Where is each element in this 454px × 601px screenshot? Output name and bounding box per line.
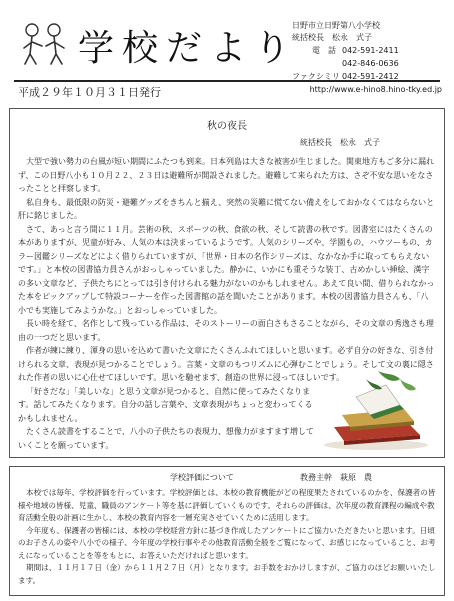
contact-row — [292, 84, 442, 96]
phone-number: 042-591-2411 — [342, 46, 399, 55]
principal-name: 統括校長 松永 式子 — [292, 33, 372, 42]
section-paragraph: 期間は、１１月１７日（金）から１１月２７日（月）となります。お手数をおかけしますが、ご協力のほどお願いいたします。 — [18, 563, 436, 585]
article-paragraph: 「好きだな」「美しいな」と思う文章が見つかると、自然に使ってみたくなります。話してみたくなります。自分の話し言葉や、文章表現がちょっと変わってくるかもしれません。 — [18, 386, 313, 423]
phone-number: 042-846-0636 — [342, 59, 399, 68]
stacked-books-illustration — [316, 365, 436, 451]
article-paragraph: 大型で強い勢力の台風が短い期間にふたつも到来。日本列島は大きな被害が生じました。関東地方もご多分に漏れず、この日野八小も１０月２２、２３日は避難所が開設されました。避難して来られた方は、さぞ不安な思いをなさったことと拝察します。 — [18, 157, 434, 193]
article-title: 秋の夜長 — [207, 121, 247, 132]
contact-row — [292, 58, 442, 70]
article-paragraph: 作者が練に練り、渾身の思いを込めて書いた文章にたくさんふれてほしいと思います。必ず自分の好きな、引き付けられる文章、表現が見つかることでしょう。言葉・文章のもつリズムに心弾むことでしょう。そして文の裏に隠された作者の思いに心仕せてほしいです。思いを馳せます、創造の世界に浸ってほしいです。 — [18, 346, 434, 382]
section-title: 学校評価について — [170, 473, 234, 482]
contact-label — [292, 58, 342, 70]
contact-label: 電 話 — [312, 46, 336, 55]
article-paragraph: たくさん読書をすることで、八小の子供たちの表現力、想像力がますます増していくことを願っています。 — [18, 427, 314, 450]
section-paragraph: 今年度も、保護者の皆様には、本校の学校経営方針に基づき作成したアンケートにご協力いただきたいと思います。日頃のお子さんの姿や八小での様子、今年度の学校行事やその他教育活動全般をご覧になって、お感じになっていること、お考えになっていることを等をもとに、お答えいただければと思います。 — [18, 525, 436, 560]
children-drawing-logo — [18, 18, 70, 68]
contact-label: ファクシミリ — [292, 72, 340, 81]
section-paragraph: 本校では毎年、学校評価を行っています。学校評価とは、本校の教育機能がどの程度果たされているのかを、保護者の皆様や地域の皆様、児童、職員のアンケート等を基に評価していくものです。それらの評価は、次年度の教育課程の編成や教育活動全般の計画に生かし、本校の教育内容を一層充実させていくために活用します。 — [18, 488, 436, 522]
section-author: 教務主幹 萩原 農 — [300, 473, 372, 482]
article-paragraph: 長い時を経て、名作として残っている作品は、そのストーリーの面白さもさることながら、その文章の秀逸さも理由の一つだと思います。 — [18, 319, 434, 342]
newsletter-header — [14, 14, 440, 102]
website-url: http://www.e-hino8.hino-tky.ed.jp — [309, 85, 442, 94]
school-info — [292, 20, 442, 96]
header-divider — [14, 80, 440, 82]
contact-label — [292, 84, 310, 96]
section-body — [18, 487, 436, 587]
article-paragraph: さて、あっと言う間に１１月。芸術の秋、スポーツの秋、食欲の秋、そして読書の秋です。図書室にはたくさんの本がありますが、児童が好み、人気の本は決まっているようです。人気のシリーズや、学園もの、ハウツーもの、カラー図鑑シリーズなどによく借りられていますが、「世界・日本の名作シリーズは、なかなか手に取ってもらえないです。」と本校の図書協力員さんがおっしゃっていました。静かに、いかにも重そうな装丁、古めかしい挿絵、漢字の多い文章など、子供たちにとっては引き付けられる魅力がないのかもしれません。あえて良い間、借りられなかった本をピックアップして特設コーナーを作った図書館の話を聞いたことがあります。本校の図書協力員さんも、「八小でも実施してみようかな。」とおっしゃっていました。 — [18, 224, 435, 315]
newsletter-title: 学校だより — [78, 28, 299, 69]
issue-date: 平成２９年１０月３１日発行 — [18, 86, 161, 99]
article-author: 統括校長 松永 式子 — [300, 138, 380, 147]
contact-row — [292, 45, 442, 57]
school-name: 日野市立日野第八小学校 — [292, 21, 380, 30]
fax-number: 042-591-2412 — [342, 72, 399, 81]
article-paragraph: 私自身も、最低限の防災・避難グッズをきちんと揃え、突然の災難に慌てない備えをしておかなくてはならないと肝に銘じました。 — [18, 197, 435, 220]
